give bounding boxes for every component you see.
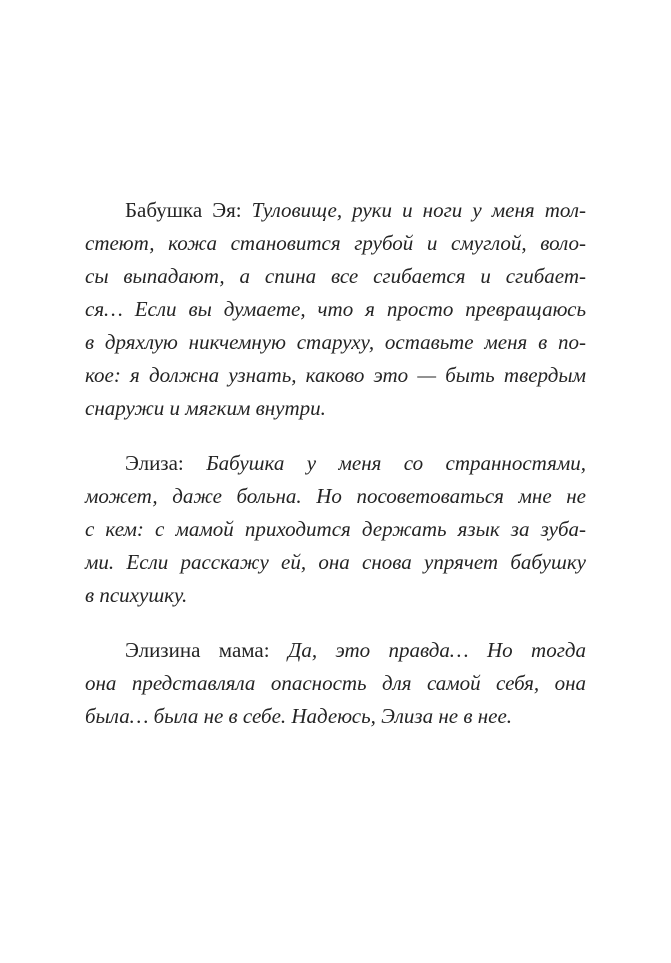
speaker-name: Элиза: [125, 451, 184, 475]
paragraph-line: она представляла опасность для самой себя, она [85, 671, 586, 695]
paragraph-line: может, даже больна. Но посоветоваться мне не [85, 484, 586, 508]
paragraph-line: стеют, кожа становится грубой и смуглой, воло- [85, 231, 586, 255]
speech-text: Да, это правда… Но тогда [287, 638, 587, 662]
text-block [85, 194, 586, 733]
paragraph-line: снаружи и мягким внутри. [85, 396, 326, 420]
paragraph-line: в дряхлую никчемную старуху, оставьте меня в по- [85, 330, 586, 354]
paragraph-line: ся… Если вы думаете, что я просто превращаюсь [85, 297, 586, 321]
paragraph-line: в психушку. [85, 583, 188, 607]
speech-text: Бабушка у меня со странностями, [206, 451, 586, 475]
speaker-name: Элизина мама: [125, 638, 270, 662]
paragraph-line: с кем: с мамой приходится держать язык за зуба- [85, 517, 586, 541]
paragraph-line [85, 634, 586, 667]
dialogue-paragraph-eliza [85, 447, 586, 612]
speech-text: Туловище, руки и ноги у меня тол- [251, 198, 587, 222]
paragraph-line: сы выпадают, а спина все сгибается и сгибает- [85, 264, 586, 288]
paragraph-line [85, 194, 586, 227]
dialogue-paragraph-elizas-mom [85, 634, 586, 733]
speaker-name: Бабушка Эя: [125, 198, 242, 222]
dialogue-paragraph-grandma [85, 194, 586, 425]
paragraph-line [85, 447, 586, 480]
paragraph-line: кое: я должна узнать, каково это — быть твердым [85, 363, 586, 387]
paragraph-line: была… была не в себе. Надеюсь, Элиза не в нее. [85, 704, 513, 728]
paragraph-line: ми. Если расскажу ей, она снова упрячет бабушку [85, 550, 586, 574]
